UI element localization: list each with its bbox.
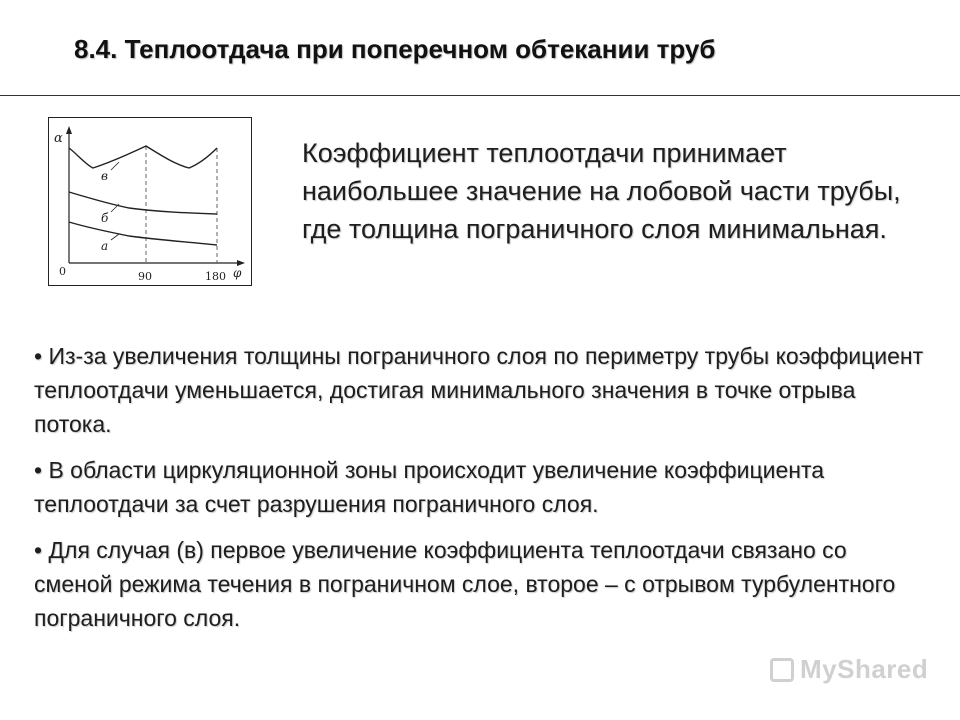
curve-v — [69, 146, 217, 168]
title-divider — [0, 95, 960, 96]
slide-title: 8.4. Теплоотдача при поперечном обтекании труб — [74, 34, 716, 64]
bullet-item — [34, 453, 924, 521]
bullet-marker: • — [34, 537, 43, 563]
intro-text: Коэффициент теплоотдачи принимает наибольшее значение на лобовой части трубы, где толщина пограничного слоя минимальная. — [302, 138, 901, 244]
pointer-v — [111, 162, 119, 170]
bullet-marker: • — [34, 343, 43, 369]
bullet-marker: • — [34, 457, 43, 483]
diagram-svg — [49, 118, 251, 285]
watermark-logo-icon — [770, 658, 794, 682]
bullet-text: В области циркуляционной зоны происходит увеличение коэффициента теплоотдачи за счет разрушения пограничного слоя. — [34, 457, 825, 517]
tick-90-label: 90 — [138, 270, 152, 283]
bullet-item — [34, 533, 924, 635]
bullet-text: Из-за увеличения толщины пограничного слоя по периметру трубы коэффициент теплоотдачи уменьшается, достигая минимального значения в точке отрыва потока. — [34, 343, 924, 437]
tick-180-label: 180 — [205, 270, 226, 283]
curve-v-label: в — [101, 169, 108, 183]
bullet-item — [34, 339, 924, 441]
curve-a-label: а — [101, 239, 109, 253]
pointer-a — [111, 234, 119, 240]
curve-a — [69, 222, 217, 245]
bullet-list — [34, 339, 924, 647]
x-axis-label: φ — [233, 266, 242, 280]
watermark — [770, 654, 928, 685]
curve-b — [69, 192, 217, 214]
watermark-text: MyShared — [800, 654, 929, 684]
bullet-text: Для случая (в) первое увеличение коэффициента теплоотдачи связано со сменой режима течения в пограничном слое, второе – с отрывом турбулентного пограничного слоя. — [34, 537, 896, 631]
heat-transfer-diagram — [48, 117, 252, 286]
curve-b-label: б — [101, 211, 109, 225]
origin-label: 0 — [59, 265, 66, 278]
y-axis-label: α — [54, 131, 63, 146]
y-axis-arrow — [66, 126, 72, 134]
